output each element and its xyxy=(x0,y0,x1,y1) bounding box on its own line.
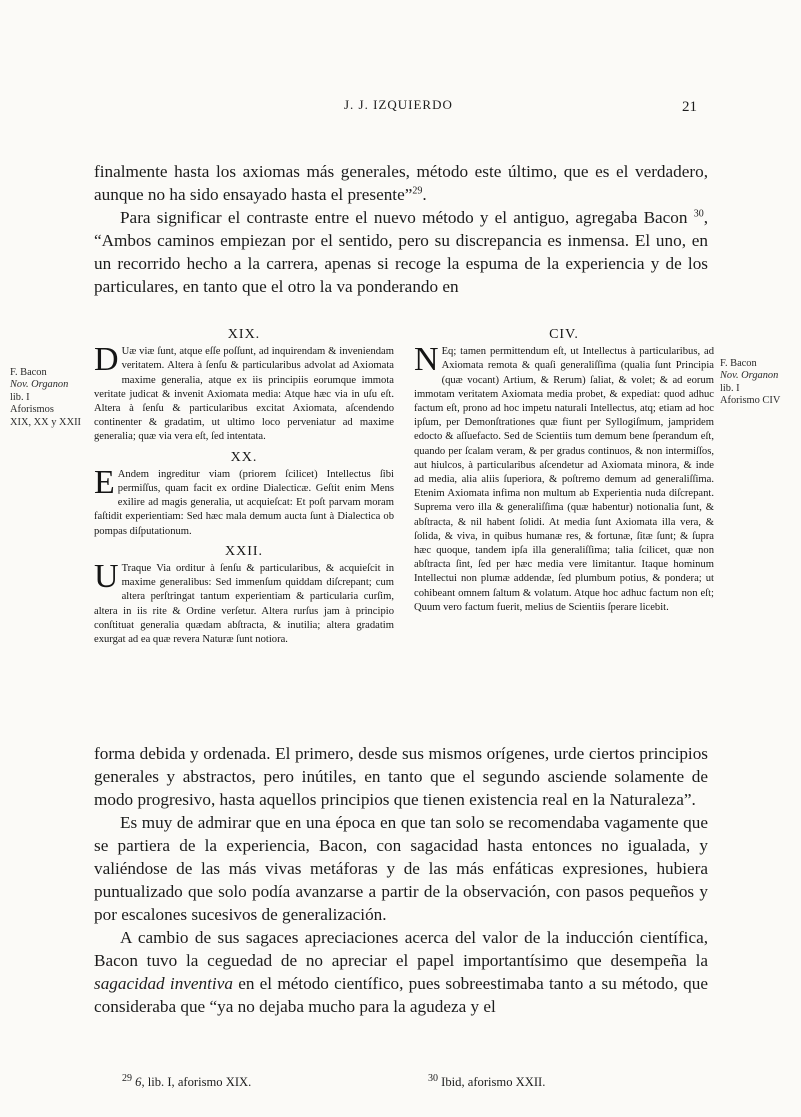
margin-note-right-book: lib. I xyxy=(720,382,740,394)
paragraph-2-tail: , “Ambos caminos empiezan por el sentido, pero su discrepancia es inmensa. El uno, en un recorrido hecho a la carrera, apenas si recoge la espuma de la experiencia y de los particulares, en tanto que el otro la va ponderando en xyxy=(94,208,708,296)
margin-note-left-book: lib. I xyxy=(10,391,30,403)
top-text-block xyxy=(94,160,708,298)
aphorism-civ-number: CIV. xyxy=(549,327,579,342)
aphorism-civ xyxy=(414,341,714,615)
page-header xyxy=(0,97,801,117)
aphorism-xx xyxy=(94,463,394,539)
drop-cap: E xyxy=(94,463,115,501)
aphorism-xx-number: XX. xyxy=(230,449,258,465)
aphorism-xxii-number: XXII. xyxy=(224,543,264,559)
paragraph-5 xyxy=(94,926,708,1018)
margin-note-right-aphorism: Aforismo CIV xyxy=(720,395,781,407)
paragraph-3: forma debida y ordenada. El primero, desde sus mismos orígenes, urde ciertos principios generales y abstractos, pero inútiles, en tanto que el segundo asciende solamente de modo progresivo, hasta aquellos principios que tienen existencia real en la Naturaleza”. xyxy=(94,744,708,809)
page-number: 21 xyxy=(682,99,697,115)
footnote-29 xyxy=(122,1072,252,1090)
paragraph-4: Es muy de admirar que en una época en que tan solo se recomendaba vagamente que se partiera de la experiencia, Bacon, con sagacidad hasta entonces no igualada, y valiéndose de las más vivas metáforas y de las más enfáticas expresiones, hubiera puntualizado que solo podía avanzarse a partir de la observación, con pasos pequeños y por escalones sucesivos de generalización. xyxy=(94,813,708,924)
margin-note-right xyxy=(720,358,796,408)
facsimile-right-column xyxy=(414,326,714,621)
drop-cap: D xyxy=(94,341,119,379)
margin-note-left-work: Nov. Organon xyxy=(10,379,69,391)
aphorism-xix-number: XIX. xyxy=(227,327,261,342)
paragraph-1-tail: . xyxy=(422,185,427,204)
footnote-30 xyxy=(428,1072,546,1090)
margin-note-right-author: F. Bacon xyxy=(720,358,757,369)
margin-note-right-work: Nov. Organon xyxy=(720,370,779,382)
aphorism-xx-text: Andem ingreditur viam (priorem ſcilicet) Intellectus ſibi permiſſus, quam facit ex ordine Dialecticæ. Geſtit enim Mens exilire ad magis generalia, ut acquieſcat: Et poſt parvam moram faſtidit experientiam: Sed hæc mala demum aucta ſunt à Dialectica ob pompas diſputationum. xyxy=(94,468,394,537)
aphorism-xxii-text: Traque Via orditur à ſenſu & particularibus, & acquieſcit in maxime generalibus: Sed immenſum quiddam diſcrepant; cum altera perſtringat tantum experientiam & particularia curſim, altera in iis rite & Ordine verſetur. Altera rurſus jam à principio conſtituat generalia quædam abſtracta, & inutilia; altera gradatim exurgat ad ea quæ revera Naturæ ſunt notiora. xyxy=(94,563,394,646)
emphasis-sagacidad-inventiva: sagacidad inventiva xyxy=(94,974,233,993)
aphorism-xix xyxy=(94,341,394,444)
paragraph-5-before: A cambio de sus sagaces apreciaciones acerca del valor de la inducción científica, Bacon tuvo la ceguedad de no apreciar el papel importantísimo que desempeña la xyxy=(94,928,708,970)
paragraph-1 xyxy=(94,160,708,206)
latin-facsimile xyxy=(94,326,714,731)
facsimile-left-column xyxy=(94,326,394,653)
paragraph-2-text: Para significar el contraste entre el nuevo método y el antiguo, agregaba Bacon xyxy=(120,208,688,227)
footnote-29-text: , lib. I, aforismo XIX. xyxy=(141,1075,252,1089)
bottom-text-block xyxy=(94,742,708,1018)
footnote-ref-29: 29 xyxy=(412,185,423,197)
footnote-ref-30: 30 xyxy=(693,208,704,220)
drop-cap: N xyxy=(414,341,439,379)
margin-note-left-label: Aforismos xyxy=(10,404,54,416)
footnote-29-source: 6 xyxy=(135,1075,142,1089)
footnote-30-text: Ibid, aforismo XXII. xyxy=(441,1075,546,1089)
margin-note-left-numbers: XIX, XX y XXII xyxy=(10,416,81,428)
running-head: J. J. IZQUIERDO xyxy=(344,97,453,112)
paragraph-1-text: finalmente hasta los axiomas más generales, método este último, que es el verdadero, aunque no ha sido ensayado hasta el presente” xyxy=(94,162,708,204)
margin-note-left xyxy=(10,367,90,429)
aphorism-xxii xyxy=(94,558,394,647)
footnote-29-number: 29 xyxy=(122,1072,132,1084)
aphorism-xix-text: Uæ viæ ſunt, atque eſſe poſſunt, ad inquirendam & inveniendam veritatem. Altera à ſenſu & particularibus advolat ad Axiomata maxime generalia, atque ex iis principiis eorumque immota veritate judicat & invenit Axiomata media: Atque hæc via in uſu eſt. Altera à ſenſu & particularibus excitat Axiomata, aſcendendo continenter & gradatim, ut ultimo loco perveniatur ad maxime generalia; quæ via vera eſt, ſed intentata. xyxy=(94,346,394,443)
margin-note-left-author: F. Bacon xyxy=(10,367,47,378)
drop-cap: U xyxy=(94,558,119,596)
paragraph-5-after: en el método científico, pues sobreestimaba tanto a su método, que consideraba que “ya no dejaba mucho para la agudeza y el xyxy=(94,974,708,1016)
aphorism-civ-text: Eq; tamen permittendum eſt, ut Intellectus à particularibus, ad Axiomata remota & quaſi generaliſſima (qualia ſunt Principia (quæ vocant) Artium, & Rerum) ſaliat, & volet; & ad eorum immotam veritatem Axiomata media probet, & expediat: quod adhuc factum eſt, prono ad hoc impetu naturali Intellectus, atq; etiam ad hoc ipſum, per Demonſtrationes quæ fiunt per Syllogiſmum, jampridem edocto & aſſuefacto. Sed de Scientiis tum demum bene ſperandum eſt, quando per ſcalam veram, & per gradus continuos, & non intermiſſos, aut hiulcos, à particularibus aſcendetur ad Axiomata minora, & inde ad media, alia aliis ſuperiora, & poſtremo demum ad generaliſſima. Etenim Axiomata infima non multum ab Experientia nuda diſcrepant. Suprema vero illa & generaliſſima (quæ habentur) notionalia ſunt, & abſtracta, & nil habent ſolidi. At media ſunt Axiomata illa vera, & ſolida, & viva, in quibus humanæ res, & fortunæ, ſitæ ſunt; & ſupra hæc quoque, tandem ipſa illa generaliſſima; talia ſcilicet, quæ non abſtracta ſint, ſed per hæc media vere limitantur. Itaque hominum Intellectui non plumæ addendæ, ſed plumbum potius, & pondera; ut cohibeant omnem ſaltum & volatum. Atque hoc adhuc factum non eſt; Quum vero factum fuerit, melius de Scientiis ſperare licebit. xyxy=(414,346,714,613)
paragraph-2 xyxy=(94,206,708,298)
footnote-30-number: 30 xyxy=(428,1072,438,1084)
